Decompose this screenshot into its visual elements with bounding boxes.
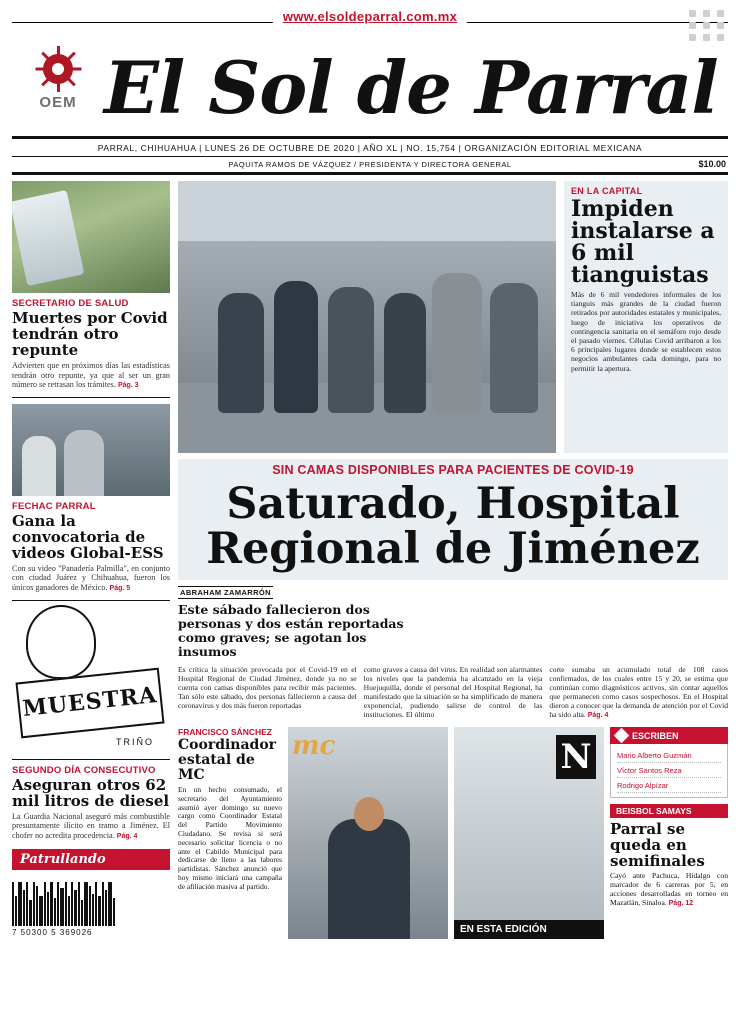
- website-url[interactable]: www.elsoldeparral.com.mx: [273, 9, 467, 24]
- photo-logo-watermark: mc: [292, 731, 336, 761]
- main-col-2: como graves a causa del virus. En realidad son alarmantes los niveles que la pandemia ha alcanzado en la vieja Huejuquilla, donde el personal del Hospital Regional, ha manifestado que la situación se ha simplificado de manera exponencial, pudiendo salirse de control de las instituciones. El último: [363, 665, 543, 719]
- left-item1-deck-text: Advierten que en próximos días las estadísticas tendrán otro repunte, ya que al ser un gran número se retrasan los trámites.: [12, 361, 170, 390]
- capital-story: [564, 181, 728, 453]
- barcode: [12, 880, 170, 926]
- escriben-header: [610, 727, 728, 744]
- francisco-headline[interactable]: Coordinador estatal de MC: [178, 737, 277, 783]
- sun-icon: [35, 46, 81, 92]
- director-line: PAQUITA RAMOS DE VÁZQUEZ / PRESIDENTA Y DIRECTORA GENERAL: [228, 160, 512, 169]
- capital-text: Más de 6 mil vendedores informales de los tianguis más grandes de la ciudad fueron retirados por autoridades estatales y municipales, luego de iniciativa los operativos de contingencia sanitaria en el semáforo rojo desde el pasado viernes. Células Covid arribaron a los 6 principales lugares donde se establecen estos negocios ambulantes cada domingo, para no permitir la apertura.: [571, 290, 721, 373]
- cartoon-face-icon: [26, 605, 96, 679]
- editorial-cartoon: [12, 601, 170, 753]
- bottom-strip: [178, 727, 728, 939]
- top-row: [178, 181, 728, 453]
- photo-edition-caption: EN ESTA EDICIÓN: [454, 920, 604, 939]
- beisbol-more[interactable]: Pág. 12: [668, 900, 694, 907]
- price-label: $10.00: [698, 159, 726, 169]
- director-line-wrap: [0, 157, 740, 172]
- photo-politician: [288, 727, 448, 939]
- content-area: [0, 175, 740, 939]
- escriben-names: [610, 744, 728, 798]
- divider-3: [12, 759, 170, 760]
- beisbol-text-body: Cayó ante Pachuca, Hidalgo con marcador de 6 carreras por 5, en acciones desarrolladas en torneo en Mazatlán, Sinaloa.: [610, 871, 728, 907]
- escriben-name-2[interactable]: Víctor Santos Reza: [617, 763, 721, 778]
- grid-dots-icon: [689, 10, 726, 41]
- top-bar: [0, 0, 740, 44]
- divider-1: [12, 397, 170, 398]
- photo-group: [12, 404, 170, 496]
- left-item1-more[interactable]: Pág. 3: [117, 382, 139, 390]
- main-kicker: SIN CAMAS DISPONIBLES PARA PACIENTES DE COVID-19: [178, 459, 728, 480]
- beisbol-headline[interactable]: Parral se queda en semifinales: [610, 820, 705, 870]
- main-headline[interactable]: [178, 480, 728, 580]
- francisco-kicker: FRANCISCO SÁNCHEZ: [178, 727, 272, 737]
- main-col-1: Es crítica la situación provocada por el Covid-19 en el Hospital Regional de Ciudad Jiménez, donde ya no se cuenta con camas disponibles para recibir más pacientes. Tan sólo este sábado, dos personas fallecieron a causa del coronavirus y dos más fueron reportadas: [178, 665, 357, 710]
- beisbol-kicker: BEISBOL SAMAYS: [610, 804, 728, 818]
- main-headline-line1: Saturado, Hospital: [226, 479, 680, 529]
- escriben-name-3[interactable]: Rodrigo Alpízar: [617, 778, 721, 793]
- escriben-name-1[interactable]: Mario Alberto Guzmán: [617, 748, 721, 763]
- main-body: [178, 665, 728, 720]
- main-col-3-text: corte sumaba un acumulado total de 108 casos confirmados, de los cuales entre 15 y 20, se estima que continúan como diagnósticos activos, sin contar aquellos que permanecen como casos sospechosos. En el Hospital dieron a conocer que la demanda de atención por el Covid ha sido alta.: [549, 665, 729, 719]
- cartoon-signature: TRIÑO: [116, 736, 154, 747]
- left-item2-more[interactable]: Pág. 5: [109, 584, 131, 592]
- capital-kicker: EN LA CAPITAL: [571, 186, 643, 196]
- escriben-label: ESCRIBEN: [632, 730, 679, 741]
- masthead: [0, 44, 740, 136]
- dateline: PARRAL, CHIHUAHUA | LUNES 26 DE OCTUBRE DE 2020 | AÑO XL | NO. 15,754 | ORGANIZACIÓN EDITORIAL MEXICANA: [97, 143, 643, 153]
- left-item3-deck: [12, 812, 170, 842]
- beisbol-text: [610, 871, 728, 908]
- left-item3-more[interactable]: Pág. 4: [116, 832, 138, 840]
- francisco-text: En un hecho consumado, el secretario del Ayuntamiento asumió ayer domingo su nuevo cargo como Coordinador Estatal del Partido Movimiento Ciudadano. Se revisa si será necesario solicitar licencia o no ante el Cabildo Municipal para dedicarse de lleno a las labores partidistas. Sánchez anunció que hoy mismo iniciará una campaña de afiliación masiva al partido.: [178, 785, 282, 891]
- main-lead: Este sábado fallecieron dos personas y dos están reportadas como graves; se agotan los insumos: [178, 602, 404, 659]
- left-item2-deck-text: Con su video "Panadería Palmilla", en conjunto con ciudad Juárez y Chihuahua, fueron los únicos ganadores de México.: [12, 563, 170, 592]
- left-item1-deck: [12, 361, 170, 391]
- left-item2-kicker: FECHAC PARRAL: [12, 500, 96, 512]
- left-item2-deck: [12, 564, 170, 594]
- left-column: [12, 181, 170, 939]
- right-column: [178, 181, 728, 939]
- left-item3-deck-text: La Guardia Nacional aseguró más combustible presuntamente ilícito en tramo a Jiménez. El chofer no acredita procedencia.: [12, 811, 170, 840]
- cartoon-banner: [15, 667, 164, 738]
- photo-lab: [12, 181, 170, 293]
- cartoon-word: MUESTRA: [21, 681, 159, 722]
- francisco-story: [178, 727, 282, 939]
- left-item3-headline[interactable]: Aseguran otros 62 mil litros de diesel: [12, 775, 170, 810]
- photo-edition: [454, 727, 604, 939]
- left-item2-headline[interactable]: Gana la convocatoria de videos Global-ESS: [12, 511, 164, 562]
- right-rail: [610, 727, 728, 939]
- left-item1-headline[interactable]: Muertes por Covid tendrán otro repunte: [12, 309, 168, 359]
- left-item3-kicker: SEGUNDO DÍA CONSECUTIVO: [12, 764, 156, 776]
- main-headline-line2: Regional de Jiménez: [206, 524, 700, 574]
- main-byline: ABRAHAM ZAMARRÓN: [180, 588, 271, 597]
- pen-icon: [614, 728, 630, 744]
- page-title: El Sol de Parral: [104, 45, 718, 130]
- oem-logo: [22, 46, 94, 111]
- n-logo-icon: N: [556, 735, 596, 779]
- photo-main-street: [178, 181, 556, 453]
- barcode-number: 7 50300 5 369026: [12, 928, 93, 938]
- main-col-3: [549, 665, 728, 720]
- left-item1-kicker: SECRETARIO DE SALUD: [12, 298, 129, 309]
- capital-headline[interactable]: Impiden instalarse a 6 mil tianguistas: [571, 196, 715, 288]
- oem-label: OEM: [39, 94, 77, 111]
- patrullando-banner[interactable]: Patrullando: [12, 849, 170, 870]
- main-col-3-more[interactable]: Pág. 4: [587, 712, 609, 719]
